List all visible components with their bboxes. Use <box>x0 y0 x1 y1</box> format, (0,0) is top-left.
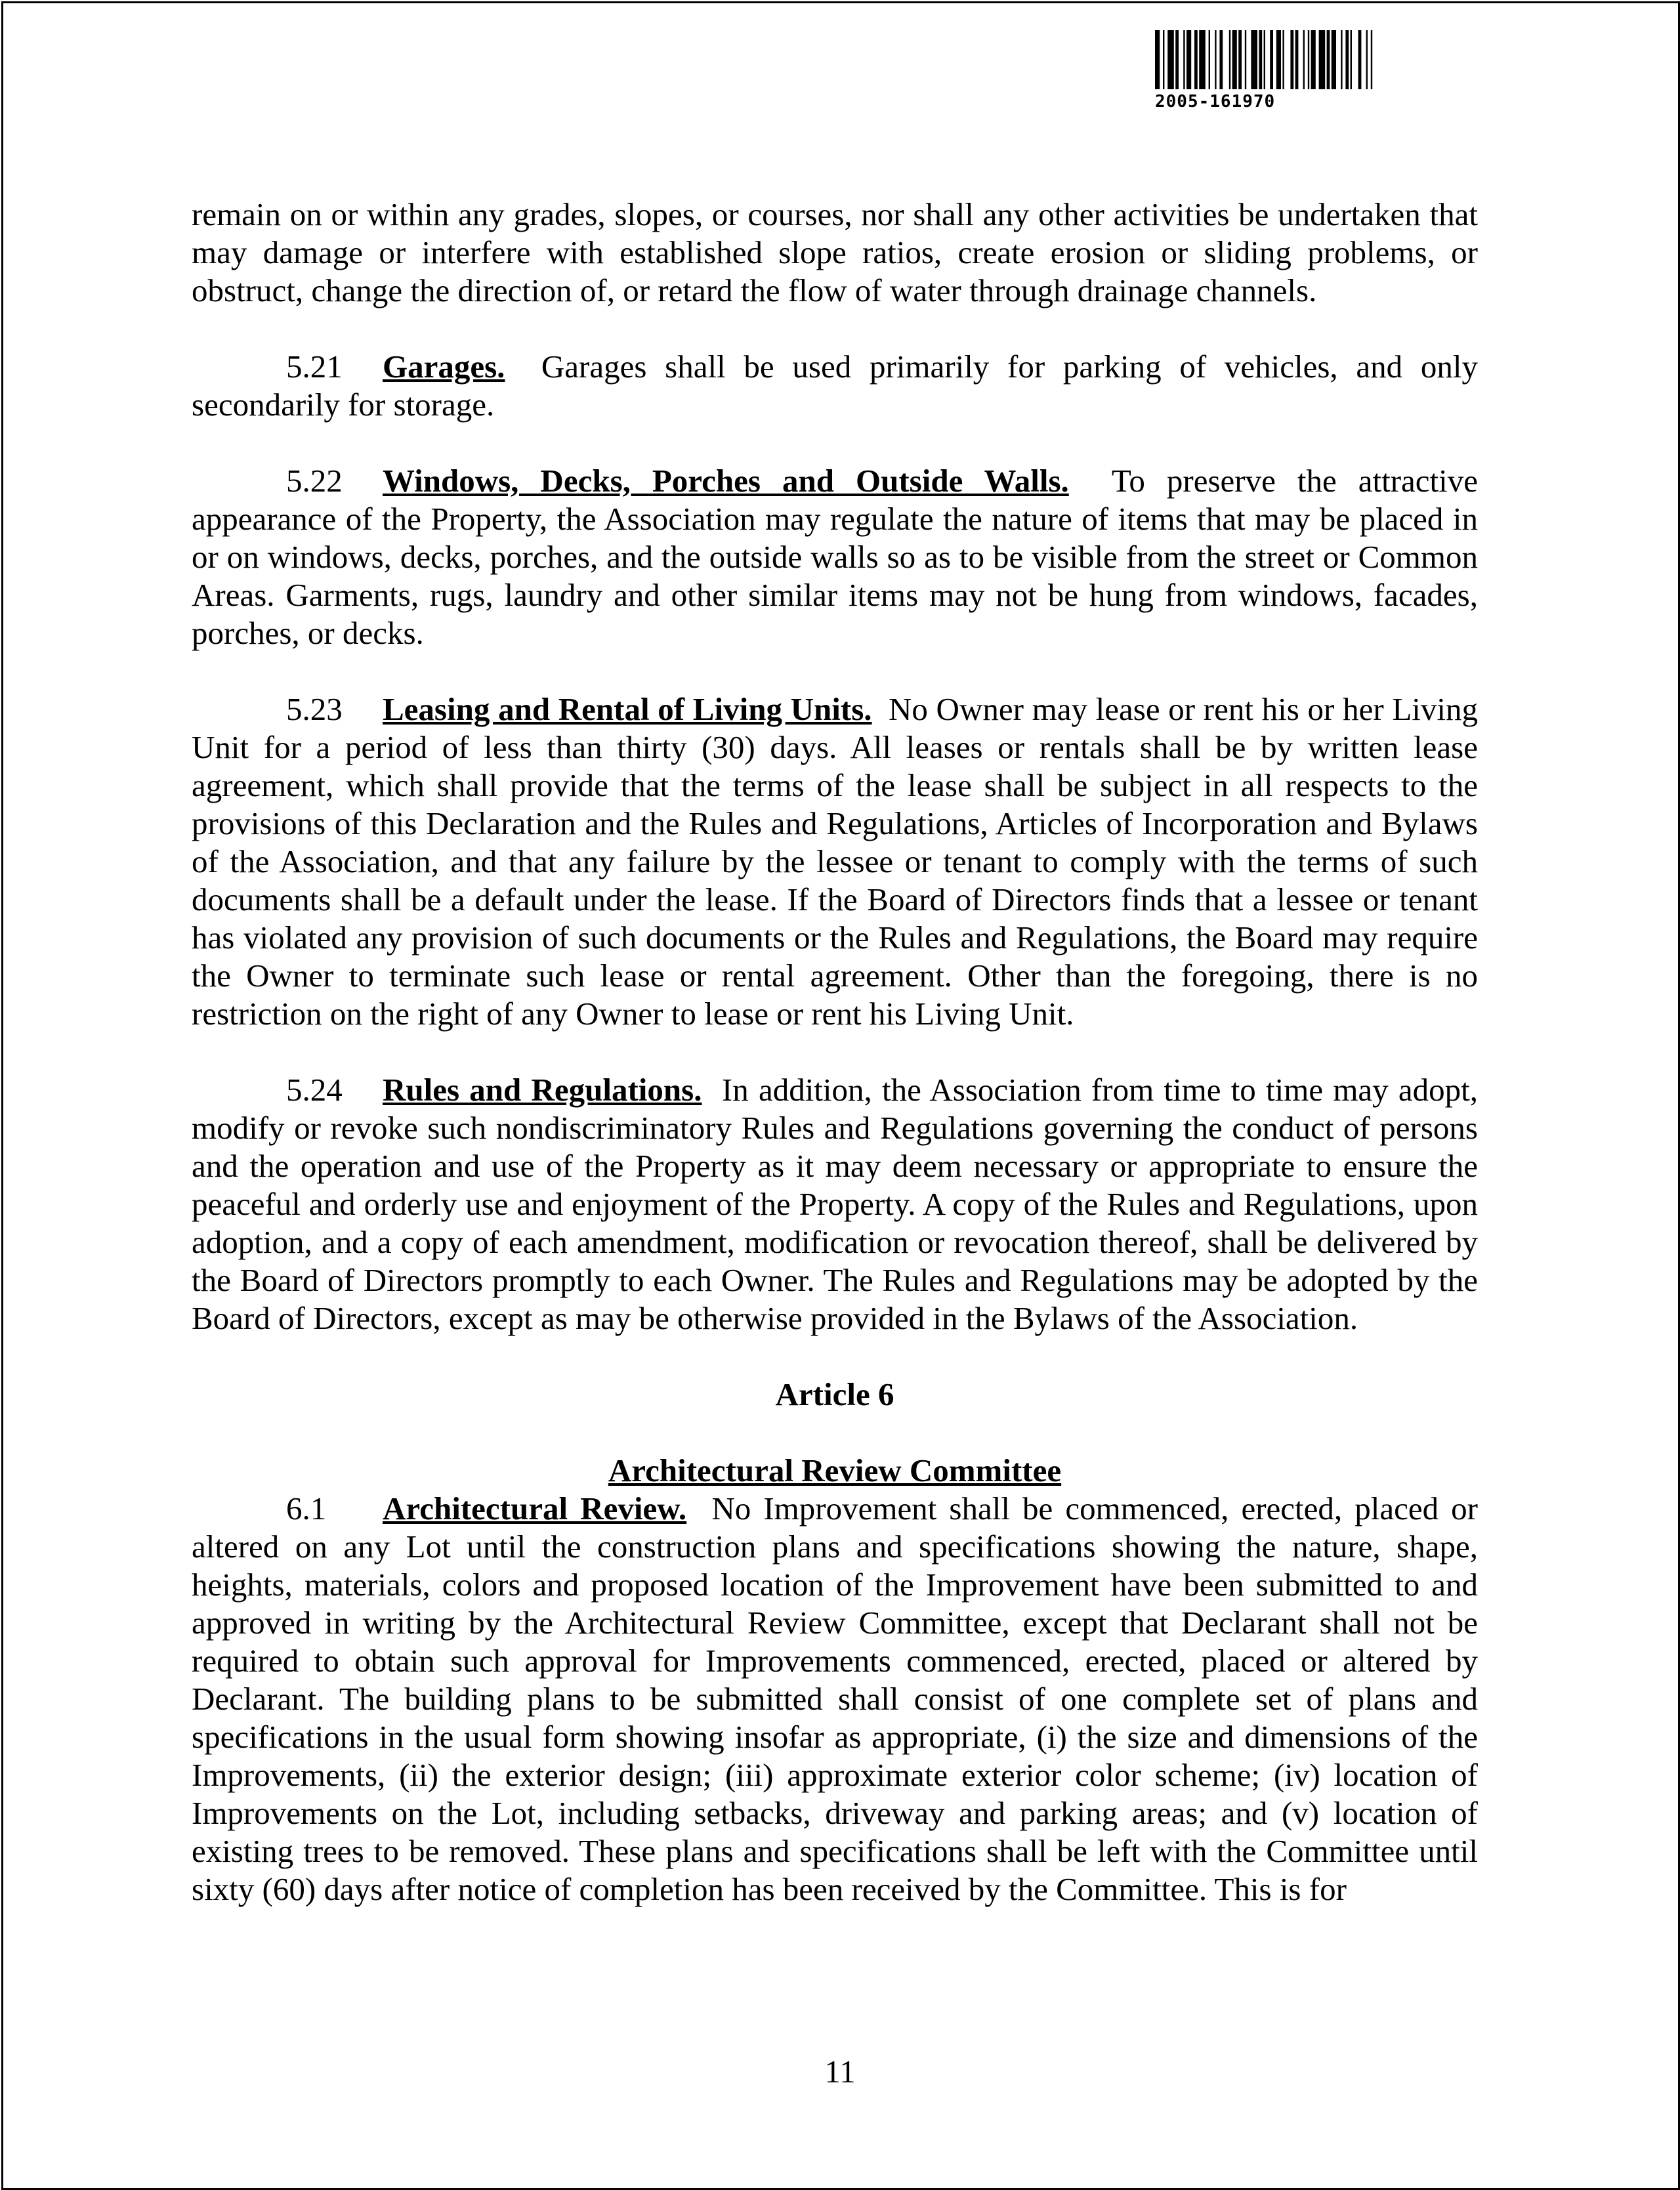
section-5-21 <box>192 348 1478 424</box>
section-number: 5.23 <box>286 691 343 727</box>
section-text: No Improvement shall be commenced, erected, placed or altered on any Lot until the construction plans and specifications showing the nature, shape, heights, materials, colors and proposed location of the Improvement have been submitted to and approved in writing by the Architectural Review Committee, except that Declarant shall not be required to obtain such approval for Improvements commenced, erected, placed or altered by Declarant. The building plans to be submitted shall consist of one complete set of plans and specifications in the usual form showing insofar as appropriate, (i) the size and dimensions of the Improvements, (ii) the exterior design; (iii) approximate exterior color scheme; (iv) location of Improvements on the Lot, including setbacks, driveway and parking areas; and (v) location of existing trees to be removed. These plans and specifications shall be left with the Committee until sixty (60) days after notice of completion has been received by the Committee. This is for <box>192 1490 1478 1907</box>
section-text: In addition, the Association from time to time may adopt, modify or revoke such nondiscriminatory Rules and Regulations governing the conduct of persons and the operation and use of the Property as it may deem necessary or appropriate to ensure the peaceful and orderly use and enjoyment of the Property. A copy of the Rules and Regulations, upon adoption, and a copy of each amendment, modification or revocation thereof, shall be delivered by the Board of Directors promptly to each Owner. The Rules and Regulations may be adopted by the Board of Directors, except as may be otherwise provided in the Bylaws of the Association. <box>192 1072 1478 1336</box>
barcode-image <box>1154 30 1456 89</box>
section-number: 5.24 <box>286 1072 343 1108</box>
section-heading: Rules and Regulations. <box>383 1072 702 1108</box>
section-5-23 <box>192 690 1478 1033</box>
section-number: 5.22 <box>286 463 343 499</box>
section-number: 5.21 <box>286 348 343 385</box>
section-number: 6.1 <box>286 1490 327 1527</box>
continuation-paragraph: remain on or within any grades, slopes, or courses, nor shall any other activities be undertaken that may damage or interfere with established slope ratios, create erosion or sliding problems, or obstruct, change the direction of, or retard the flow of water through drainage channels. <box>192 196 1478 308</box>
document-body <box>192 196 1478 1908</box>
section-5-22 <box>192 462 1478 652</box>
recording-number: 2005-161970 <box>1155 92 1276 112</box>
section-heading: Leasing and Rental of Living Units. <box>383 691 872 727</box>
section-text: No Owner may lease or rent his or her Living Unit for a period of less than thirty (30) days. All leases or rentals shall be by written lease agreement, which shall provide that the terms of the lease shall be subject in all respects to the provisions of this Declaration and the Rules and Regulations, Articles of Incorporation and Bylaws of the Association, and that any failure by the lessee or tenant to comply with the terms of such documents shall be a default under the lease. If the Board of Directors finds that a lessee or tenant has violated any provision of such documents or the Rules and Regulations, the Board may require the Owner to terminate such lease or rental agreement. Other than the foregoing, there is no restriction on the right of any Owner to lease or rent his Living Unit. <box>192 691 1478 1032</box>
article-title: Article 6 <box>775 1376 894 1412</box>
section-heading: Architectural Review. <box>383 1490 687 1527</box>
section-5-24 <box>192 1071 1478 1337</box>
page-number: 11 <box>824 2053 856 2090</box>
section-text: To preserve the attractive appearance of the Property, the Association may regulate the nature of items that may be placed in or on windows, decks, porches, and the outside walls so as to be visible from the street or Common Areas. Garments, rugs, laundry and other similar items may not be hung from windows, facades, porches, or decks. <box>192 463 1478 651</box>
section-heading: Garages. <box>383 348 505 385</box>
recording-barcode <box>1154 26 1456 112</box>
section-6-1 <box>192 1490 1478 1908</box>
section-heading: Windows, Decks, Porches and Outside Walls. <box>383 463 1069 499</box>
section-text: Garages shall be used primarily for parking of vehicles, and only secondarily for storage. <box>192 348 1478 423</box>
article-subtitle: Architectural Review Committee <box>608 1452 1062 1488</box>
